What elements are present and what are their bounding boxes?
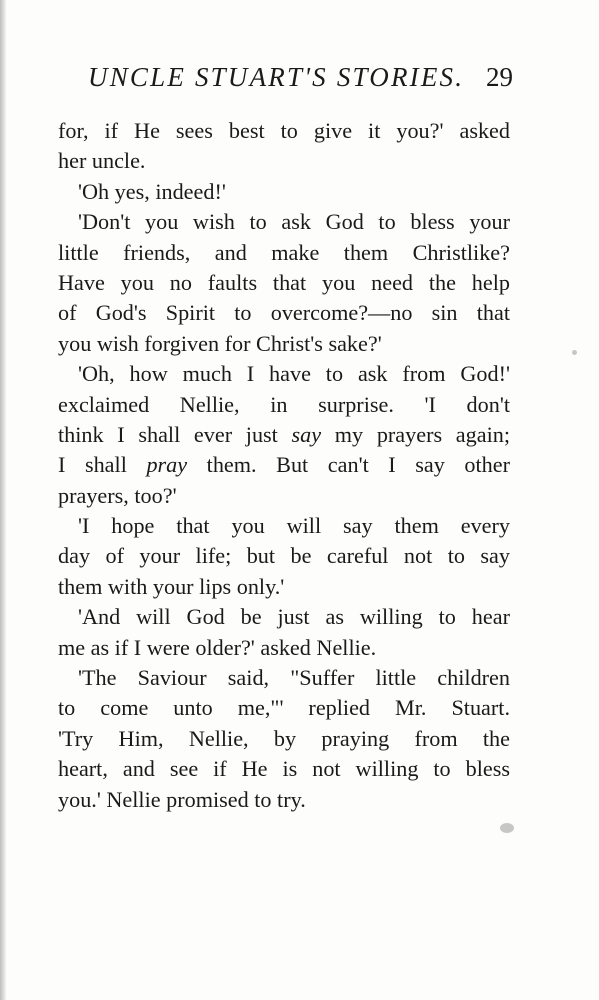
text-line: me as if I were older?' asked Nellie. <box>58 634 377 660</box>
text-line: 'The Saviour said, "Suffer little children <box>78 665 510 691</box>
text-line: heart, and see if He is not willing to bless <box>58 756 510 782</box>
text-line: 'Oh, how much I have to ask from God!' <box>78 361 510 387</box>
running-title: UNCLE STUART'S STORIES. <box>88 62 465 92</box>
text-line: 'Oh yes, indeed!' <box>78 178 226 204</box>
page-number: 29 <box>486 62 513 92</box>
paper-speck <box>500 823 514 833</box>
text-line: her uncle. <box>58 148 146 174</box>
text-line: 'And will God be just as willing to hear <box>78 604 510 630</box>
text-line: them with your lips only.' <box>58 573 285 599</box>
body-text <box>58 116 510 815</box>
page-binding-shadow <box>0 0 6 1000</box>
emphasized-word: say <box>291 421 322 447</box>
text-line: to come unto me,"' replied Mr. Stuart. <box>58 695 510 721</box>
text-line: 'Try Him, Nellie, by praying from the <box>58 725 510 751</box>
text-line: I shall pray them. But can't I say other <box>58 452 510 478</box>
text-line: of God's Spirit to overcome?—no sin that <box>58 300 510 326</box>
text-line: you wish forgiven for Christ's sake?' <box>58 330 382 356</box>
page-header <box>88 62 513 102</box>
text-line: day of your life; but be careful not to say <box>58 543 510 569</box>
paper-speck <box>572 350 577 355</box>
text-line: 'I hope that you will say them every <box>78 513 510 539</box>
text-line: exclaimed Nellie, in surprise. 'I don't <box>58 391 510 417</box>
text-line: Have you no faults that you need the help <box>58 269 510 295</box>
text-line: you.' Nellie promised to try. <box>58 786 306 812</box>
text-line: think I shall ever just say my prayers again; <box>58 421 510 447</box>
text-line: 'Don't you wish to ask God to bless your <box>78 209 510 235</box>
text-line: prayers, too?' <box>58 482 177 508</box>
text-line: for, if He sees best to give it you?' asked <box>58 118 510 143</box>
text-line: little friends, and make them Christlike? <box>58 239 510 265</box>
emphasized-word: pray <box>146 452 188 478</box>
